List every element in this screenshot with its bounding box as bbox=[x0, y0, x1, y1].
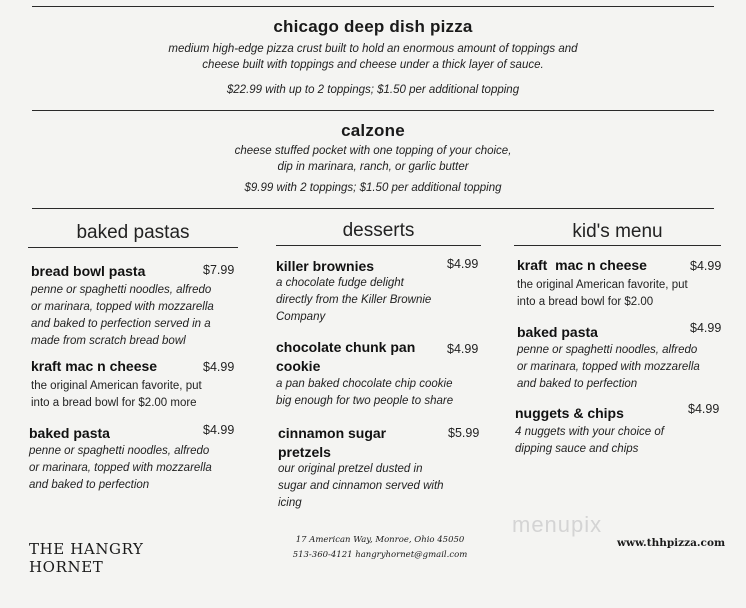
footer-contact-block bbox=[270, 533, 490, 563]
menu-item-kids-baked-pasta: baked pasta bbox=[517, 324, 598, 340]
kids-menu-rule bbox=[514, 245, 721, 246]
calzone-price: $9.99 with 2 toppings; $1.50 per additional topping bbox=[244, 182, 502, 194]
menu-item-desc: the original American favorite, put into a bread bowl for $2.00 more bbox=[31, 380, 202, 409]
menu-item-kids-kraft-mac-n-cheese: kraft mac n cheese bbox=[517, 257, 647, 273]
menu-item-price: $5.99 bbox=[448, 426, 480, 440]
baked-pastas-rule bbox=[28, 247, 238, 248]
footer-phone-email: 513-360-4121 hangryhornet@gmail.com bbox=[292, 550, 468, 560]
menu-item-price: $7.99 bbox=[203, 263, 235, 277]
divider-1 bbox=[32, 110, 714, 111]
restaurant-logo-text: THE HANGRY HORNET bbox=[29, 540, 144, 576]
menu-item-price: $4.99 bbox=[447, 257, 479, 271]
menu-item-desc: our original pretzel dusted in sugar and cinnamon served with icing bbox=[278, 463, 444, 509]
menu-item-cinnamon-sugar-pretzels: cinnamon sugar pretzels bbox=[278, 425, 387, 460]
menu-item-killer-brownies: killer brownies bbox=[276, 258, 375, 274]
menu-item-desc: penne or spaghetti noodles, alfredo or marinara, topped with mozzarella and baked to perfection served in a made from scratch bread bowl bbox=[31, 284, 214, 347]
menu-item-price: $4.99 bbox=[688, 402, 720, 416]
footer-website: www.thhpizza.com bbox=[617, 537, 726, 549]
menupix-watermark: menupix bbox=[512, 512, 603, 537]
divider-2 bbox=[32, 208, 714, 209]
calzone-desc-line-1: cheese stuffed pocket with one topping of your choice, bbox=[234, 145, 512, 157]
desserts-rule bbox=[276, 245, 481, 246]
baked-pastas-heading: baked pastas bbox=[76, 222, 190, 243]
menu-item-price: $4.99 bbox=[203, 360, 235, 374]
top-rule bbox=[32, 6, 714, 7]
menu-item-desc: penne or spaghetti noodles, alfredo or marinara, topped with mozzarella and baked to perfection bbox=[517, 344, 700, 390]
menu-item-nuggets-and-chips: nuggets & chips bbox=[515, 405, 624, 421]
menu-item-price: $4.99 bbox=[447, 342, 479, 356]
menu-item-desc: the original American favorite, put into a bread bowl for $2.00 bbox=[517, 279, 688, 308]
deep-dish-title: chicago deep dish pizza bbox=[273, 17, 473, 36]
deep-dish-desc-line-2: cheese built with toppings and cheese under a thick layer of sauce. bbox=[202, 59, 544, 71]
deep-dish-price: $22.99 with up to 2 toppings; $1.50 per additional topping bbox=[226, 84, 520, 96]
menu-item-kraft-mac-n-cheese: kraft mac n cheese bbox=[31, 358, 158, 374]
deep-dish-desc-line-1: medium high-edge pizza crust built to hold an enormous amount of toppings and bbox=[168, 43, 578, 55]
calzone-title: calzone bbox=[341, 121, 405, 140]
menu-item-desc: a pan baked chocolate chip cookie big enough for two people to share bbox=[276, 378, 454, 407]
footer-address: 17 American Way, Monroe, Ohio 45050 bbox=[295, 535, 465, 545]
menu-item-baked-pasta: baked pasta bbox=[29, 425, 110, 441]
menu-item-price: $4.99 bbox=[203, 423, 235, 437]
desserts-heading: desserts bbox=[342, 220, 415, 241]
menu-item-chocolate-chunk-pan-cookie: chocolate chunk pan cookie bbox=[276, 339, 416, 374]
menu-item-desc: a chocolate fudge delight directly from the Killer Brownie Company bbox=[276, 277, 432, 323]
menu-item-price: $4.99 bbox=[690, 321, 722, 335]
menu-item-desc: 4 nuggets with your choice of dipping sauce and chips bbox=[515, 426, 664, 455]
menu-item-desc: penne or spaghetti noodles, alfredo or marinara, topped with mozzarella and baked to perfection bbox=[29, 445, 212, 491]
kids-menu-heading: kid's menu bbox=[572, 221, 663, 242]
calzone-desc-line-2: dip in marinara, ranch, or garlic butter bbox=[277, 161, 469, 173]
menu-item-bread-bowl-pasta: bread bowl pasta bbox=[31, 263, 146, 279]
menu-item-price: $4.99 bbox=[690, 259, 722, 273]
